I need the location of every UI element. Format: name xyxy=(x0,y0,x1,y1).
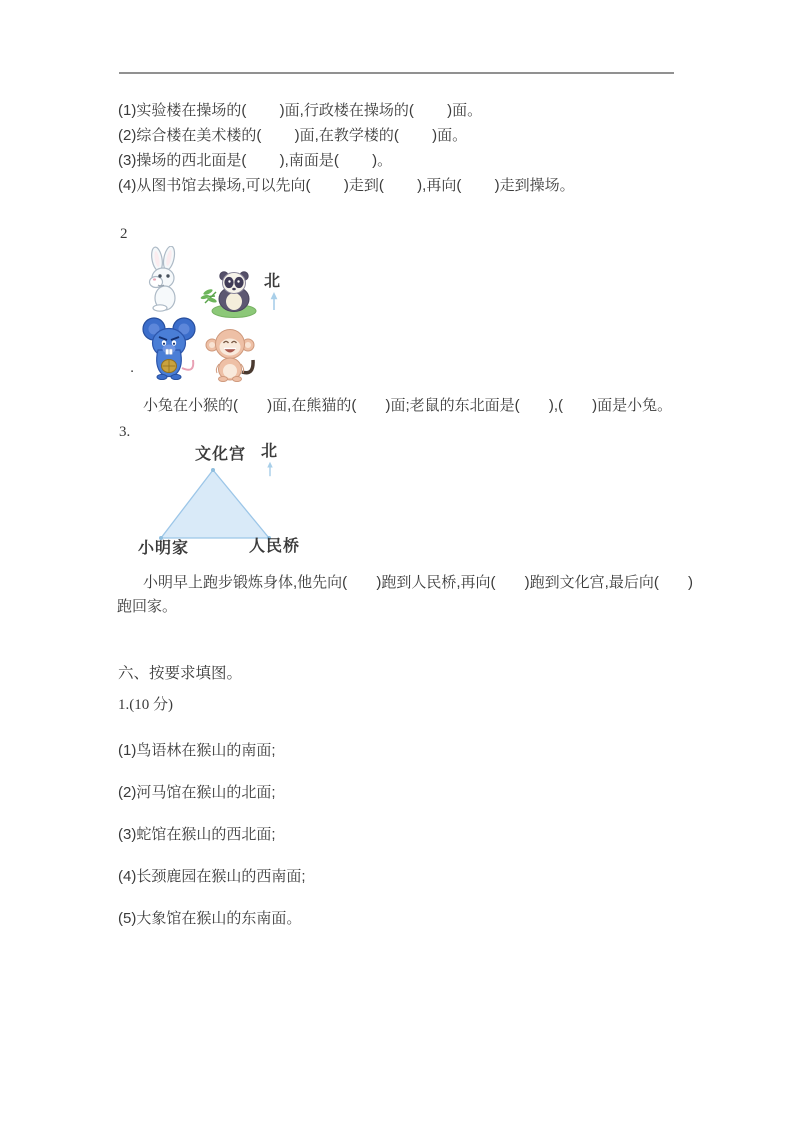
rabbit-icon xyxy=(138,246,188,312)
mouse-icon xyxy=(142,316,196,380)
q3-text-line-1: 小明早上跑步锻炼身体,他先向( )跑到人民桥,再向( )跑到文化宫,最后向( ) xyxy=(143,574,693,591)
q1-line-3: (3)操场的西北面是( ),南面是( )。 xyxy=(118,152,393,169)
section6-instruction-1: (1)鸟语林在猴山的南面; xyxy=(118,742,276,759)
q1-line-2: (2)综合楼在美术楼的( )面,在教学楼的( )面。 xyxy=(118,127,468,144)
section6-instruction-5: (5)大象馆在猴山的东南面。 xyxy=(118,910,302,927)
q3-number: 3. xyxy=(119,424,131,440)
triangle-map-diagram xyxy=(153,462,277,542)
section6-item-number: 1.(10 分) xyxy=(118,697,173,713)
section6-header: 六、按要求填图。 xyxy=(118,665,243,682)
north-arrow-icon xyxy=(268,291,280,311)
q1-line-4: (4)从图书馆去操场,可以先向( )走到( ),再向( )走到操场。 xyxy=(118,177,575,194)
monkey-icon xyxy=(204,326,256,382)
panda-icon xyxy=(200,266,262,318)
q3-text-line-2: 跑回家。 xyxy=(117,598,178,615)
q2-number: 2 xyxy=(120,226,128,242)
section6-instruction-3: (3)蛇馆在猴山的西北面; xyxy=(118,826,276,843)
q1-line-1: (1)实验楼在操场的( )面,行政楼在操场的( )面。 xyxy=(118,102,483,119)
q2-answer-line: 小兔在小猴的( )面,在熊猫的( )面;老鼠的东北面是( ),( )面是小兔。 xyxy=(143,397,673,414)
q3-bottom-right-label: 人民桥 xyxy=(249,538,301,555)
top-divider-line xyxy=(119,72,674,74)
q3-north-label: 北 xyxy=(261,443,279,460)
q3-top-label: 文化宫 xyxy=(195,446,247,463)
q3-bottom-left-label: 小明家 xyxy=(138,540,190,557)
q2-stray-period: . xyxy=(130,359,135,376)
section6-instruction-2: (2)河马馆在猴山的北面; xyxy=(118,784,276,801)
q2-north-label: 北 xyxy=(264,273,282,290)
section6-instruction-4: (4)长颈鹿园在猴山的西南面; xyxy=(118,868,306,885)
